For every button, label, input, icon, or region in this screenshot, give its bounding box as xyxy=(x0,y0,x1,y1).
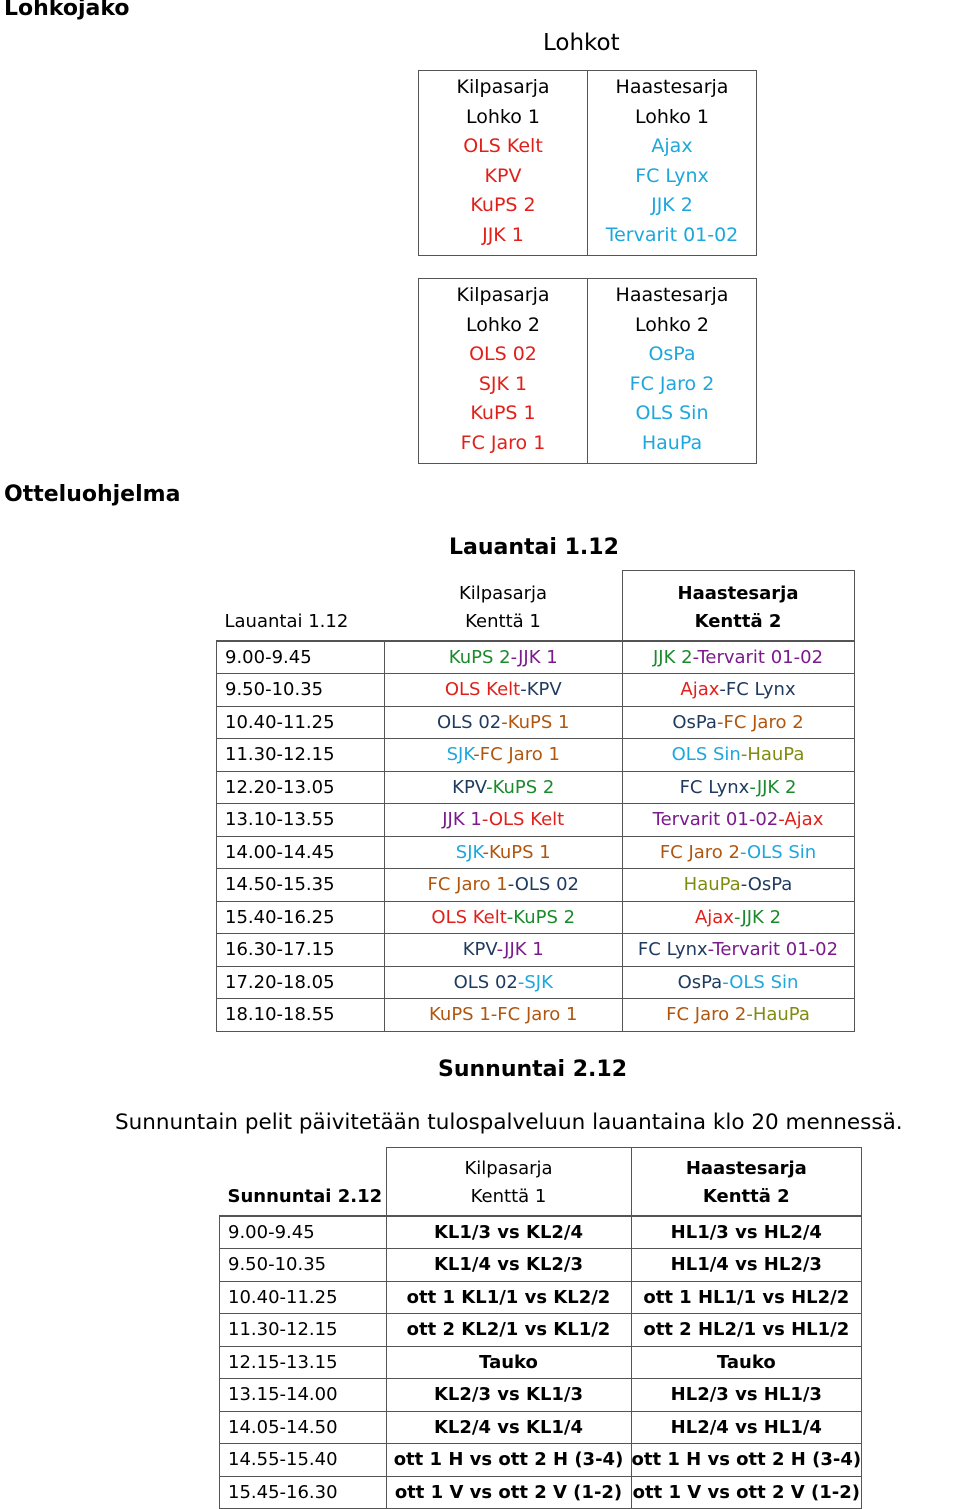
lohko1-haa-header1: Haastesarja xyxy=(615,76,729,98)
team-name: HauPa xyxy=(683,874,741,896)
team-name: Tervarit 01-02 xyxy=(697,646,824,668)
field2-game xyxy=(622,641,854,674)
team-name: FC Jaro 1 xyxy=(427,874,508,896)
sunday-field1-header xyxy=(386,1148,631,1216)
otteluohjelma-heading: Otteluohjelma xyxy=(4,482,181,507)
vs-dash: - xyxy=(473,744,480,766)
time-cell: 14.00-14.45 xyxy=(217,836,385,869)
team-name: KPV xyxy=(526,679,562,701)
time-cell: 13.15-14.00 xyxy=(220,1379,387,1412)
field2-game xyxy=(622,901,854,934)
field1-game xyxy=(385,869,623,902)
team-name: FC Lynx xyxy=(679,776,750,798)
vs-dash: - xyxy=(722,971,730,993)
saturday-field1-header-line1: Kilpasarja xyxy=(458,582,548,604)
team-name: Ajax xyxy=(784,809,824,831)
field1-game: KL2/4 vs KL1/4 xyxy=(386,1411,631,1444)
field2-game: ott 2 HL2/1 vs HL1/2 xyxy=(631,1314,862,1347)
field1-game xyxy=(385,641,623,674)
team-name: OLS 02 xyxy=(453,971,518,993)
field1-game xyxy=(385,999,623,1032)
field2-game xyxy=(622,999,854,1032)
team-name: KuPS 1 xyxy=(429,1004,491,1026)
lohko2-haa-team: OsPa xyxy=(648,343,696,366)
time-cell: 17.20-18.05 xyxy=(217,966,385,999)
field1-game: KL2/3 vs KL1/3 xyxy=(386,1379,631,1412)
sunday-row xyxy=(220,1249,862,1282)
time-cell: 12.20-13.05 xyxy=(217,771,385,804)
saturday-heading: Lauantai 1.12 xyxy=(449,535,619,560)
vs-dash: - xyxy=(507,874,515,896)
lohko2-kil-team: SJK 1 xyxy=(478,372,528,395)
vs-dash: - xyxy=(510,646,519,668)
time-cell: 18.10-18.55 xyxy=(217,999,385,1032)
sunday-row xyxy=(220,1379,862,1412)
time-cell: 15.40-16.25 xyxy=(217,901,385,934)
field2-game xyxy=(622,804,854,837)
team-name: OLS Sin xyxy=(747,841,817,863)
field1-game xyxy=(385,901,623,934)
lohko2-haa-header1: Haastesarja xyxy=(615,284,729,306)
field2-game xyxy=(622,674,854,707)
sunday-row xyxy=(220,1444,862,1477)
team-name: Ajax xyxy=(680,679,720,701)
lohko1-kil-team: KuPS 2 xyxy=(470,194,536,217)
team-name: OLS Sin xyxy=(671,744,741,766)
team-name: OLS 02 xyxy=(514,874,579,896)
lohko2-kil-team: FC Jaro 1 xyxy=(460,431,546,454)
field1-game: KL1/4 vs KL2/3 xyxy=(386,1249,631,1282)
field1-game: Tauko xyxy=(386,1346,631,1379)
saturday-row xyxy=(217,674,855,707)
vs-dash: - xyxy=(740,874,748,896)
field1-game xyxy=(385,771,623,804)
time-cell: 14.55-15.40 xyxy=(220,1444,387,1477)
team-name: KPV xyxy=(462,939,497,961)
team-name: FC Jaro 2 xyxy=(723,711,804,733)
lohko1-table xyxy=(418,70,757,256)
field1-game: ott 2 KL2/1 vs KL1/2 xyxy=(386,1314,631,1347)
vs-dash: - xyxy=(501,711,508,733)
lohko1-kil-team: KPV xyxy=(484,164,522,187)
team-name: Tervarit 01-02 xyxy=(652,809,779,831)
vs-dash: - xyxy=(486,776,493,798)
time-cell: 12.15-13.15 xyxy=(220,1346,387,1379)
team-name: SJK xyxy=(446,744,474,766)
vs-dash: - xyxy=(506,906,514,928)
time-cell: 15.45-16.30 xyxy=(220,1476,387,1509)
team-name: Ajax xyxy=(694,906,734,928)
team-name: JJK 1 xyxy=(504,939,544,961)
sunday-field2-header-line2: Kenttä 2 xyxy=(702,1185,790,1207)
team-name: Tervarit 01-02 xyxy=(712,939,839,961)
sunday-row xyxy=(220,1411,862,1444)
time-cell: 11.30-12.15 xyxy=(220,1314,387,1347)
lohko2-haastesarja-cell xyxy=(588,279,757,464)
lohkot-heading: Lohkot xyxy=(543,30,620,56)
field1-game xyxy=(385,674,623,707)
lohko2-haa-team: HauPa xyxy=(641,431,703,454)
saturday-row xyxy=(217,836,855,869)
team-name: KuPS 1 xyxy=(507,711,570,733)
saturday-row xyxy=(217,706,855,739)
lohko1-haa-header2: Lohko 1 xyxy=(635,105,709,128)
saturday-field2-header-line1: Haastesarja xyxy=(677,582,799,604)
time-cell: 9.00-9.45 xyxy=(220,1216,387,1249)
lohko1-haastesarja-cell xyxy=(588,71,757,256)
field2-game xyxy=(622,836,854,869)
saturday-field2-header xyxy=(622,571,854,641)
team-name: FC Jaro 2 xyxy=(659,841,740,863)
team-name: HauPa xyxy=(747,744,805,766)
sunday-corner-label: Sunnuntai 2.12 xyxy=(220,1148,387,1216)
team-name: FC Jaro 1 xyxy=(497,1004,578,1026)
team-name: FC Lynx xyxy=(637,939,708,961)
team-name: FC Lynx xyxy=(725,679,796,701)
team-name: KuPS 2 xyxy=(492,776,555,798)
saturday-row xyxy=(217,771,855,804)
team-name: KuPS 1 xyxy=(488,841,551,863)
lohko1-kil-team: OLS Kelt xyxy=(463,135,543,158)
field1-game xyxy=(385,804,623,837)
field1-game xyxy=(385,706,623,739)
sunday-field1-header-line1: Kilpasarja xyxy=(464,1157,553,1179)
lohko1-haa-team: JJK 2 xyxy=(651,194,693,217)
saturday-row xyxy=(217,934,855,967)
field2-game xyxy=(622,739,854,772)
field1-game: ott 1 V vs ott 2 V (1-2) xyxy=(386,1476,631,1509)
lohko2-haa-header2: Lohko 2 xyxy=(635,313,709,336)
vs-dash: - xyxy=(719,679,726,701)
saturday-corner-label: Lauantai 1.12 xyxy=(217,571,385,641)
sunday-row xyxy=(220,1346,862,1379)
team-name: KPV xyxy=(452,776,487,798)
saturday-row xyxy=(217,999,855,1032)
vs-dash: - xyxy=(707,939,713,961)
saturday-row xyxy=(217,739,855,772)
time-cell: 14.05-14.50 xyxy=(220,1411,387,1444)
lohko2-kil-header2: Lohko 2 xyxy=(466,313,540,336)
field2-game: HL1/3 vs HL2/4 xyxy=(631,1216,862,1249)
lohko1-kil-header2: Lohko 1 xyxy=(466,105,540,128)
lohko1-kilpasarja-cell xyxy=(419,71,588,256)
lohko2-kil-team: OLS 02 xyxy=(469,343,537,366)
field2-game: ott 1 H vs ott 2 H (3-4) xyxy=(631,1444,862,1477)
team-name: OLS Sin xyxy=(729,971,799,993)
saturday-row xyxy=(217,869,855,902)
time-cell: 10.40-11.25 xyxy=(220,1281,387,1314)
team-name: OsPa xyxy=(677,971,723,993)
field2-game: ott 1 V vs ott 2 V (1-2) xyxy=(631,1476,862,1509)
field1-game: ott 1 H vs ott 2 H (3-4) xyxy=(386,1444,631,1477)
sunday-field2-header xyxy=(631,1148,862,1216)
field2-game xyxy=(622,934,854,967)
sunday-note: Sunnuntain pelit päivitetään tulospalveluun lauantaina klo 20 mennessä. xyxy=(115,1110,903,1135)
vs-dash: - xyxy=(490,1004,498,1026)
time-cell: 11.30-12.15 xyxy=(217,739,385,772)
sunday-heading: Sunnuntai 2.12 xyxy=(438,1057,627,1082)
field2-game xyxy=(622,771,854,804)
vs-dash: - xyxy=(481,809,489,831)
field2-game xyxy=(622,869,854,902)
field2-game: ott 1 HL1/1 vs HL2/2 xyxy=(631,1281,862,1314)
field2-game: Tauko xyxy=(631,1346,862,1379)
team-name: FC Jaro 2 xyxy=(666,1004,747,1026)
team-name: JJK 2 xyxy=(741,906,782,928)
lohko2-kil-header1: Kilpasarja xyxy=(456,284,550,306)
lohko2-kil-team: KuPS 1 xyxy=(470,402,536,425)
vs-dash: - xyxy=(740,841,747,863)
field1-game xyxy=(385,739,623,772)
time-cell: 9.00-9.45 xyxy=(217,641,385,674)
team-name: FC Jaro 1 xyxy=(479,744,560,766)
lohko1-haa-team: FC Lynx xyxy=(635,164,709,187)
team-name: JJK 2 xyxy=(652,646,693,668)
saturday-field1-header-line2: Kenttä 1 xyxy=(465,610,541,632)
team-name: OsPa xyxy=(747,874,793,896)
saturday-schedule-table xyxy=(216,570,855,1032)
sunday-row xyxy=(220,1281,862,1314)
vs-dash: - xyxy=(733,906,742,928)
time-cell: 10.40-11.25 xyxy=(217,706,385,739)
field2-game xyxy=(622,706,854,739)
field2-game: HL1/4 vs HL2/3 xyxy=(631,1249,862,1282)
lohko1-haa-team: Ajax xyxy=(651,135,693,158)
saturday-row xyxy=(217,804,855,837)
field1-game xyxy=(385,836,623,869)
time-cell: 9.50-10.35 xyxy=(220,1249,387,1282)
lohko2-haa-team: FC Jaro 2 xyxy=(629,372,715,395)
vs-dash: - xyxy=(716,711,724,733)
lohko2-kilpasarja-cell xyxy=(419,279,588,464)
lohko1-kil-team: JJK 1 xyxy=(482,223,524,246)
team-name: OLS Kelt xyxy=(488,809,565,831)
team-name: SJK xyxy=(455,841,483,863)
field1-game: KL1/3 vs KL2/4 xyxy=(386,1216,631,1249)
lohkojako-heading: Lohkojako xyxy=(4,0,130,21)
team-name: JJK 1 xyxy=(442,809,482,831)
vs-dash: - xyxy=(496,939,505,961)
sunday-schedule-table xyxy=(219,1147,862,1509)
vs-dash: - xyxy=(692,646,698,668)
vs-dash: - xyxy=(746,1004,753,1026)
field2-game xyxy=(622,966,854,999)
team-name: OLS Kelt xyxy=(431,906,507,928)
team-name: KuPS 2 xyxy=(513,906,576,928)
sunday-field1-header-line2: Kenttä 1 xyxy=(470,1185,547,1207)
time-cell: 9.50-10.35 xyxy=(217,674,385,707)
vs-dash: - xyxy=(778,809,785,831)
time-cell: 16.30-17.15 xyxy=(217,934,385,967)
saturday-row xyxy=(217,901,855,934)
team-name: OLS 02 xyxy=(436,711,502,733)
sunday-row xyxy=(220,1476,862,1509)
vs-dash: - xyxy=(517,971,525,993)
team-name: JJK 1 xyxy=(518,646,558,668)
team-name: KuPS 2 xyxy=(448,646,511,668)
lohko1-kil-header1: Kilpasarja xyxy=(456,76,550,98)
sunday-row xyxy=(220,1216,862,1249)
vs-dash: - xyxy=(520,679,527,701)
vs-dash: - xyxy=(482,841,489,863)
team-name: OsPa xyxy=(672,711,717,733)
sunday-field2-header-line1: Haastesarja xyxy=(685,1157,807,1179)
time-cell: 14.50-15.35 xyxy=(217,869,385,902)
team-name: HauPa xyxy=(752,1004,810,1026)
lohko2-haa-team: OLS Sin xyxy=(635,402,709,425)
lohko2-table xyxy=(418,278,757,464)
team-name: OLS Kelt xyxy=(444,679,521,701)
vs-dash: - xyxy=(749,776,757,798)
saturday-field2-header-line2: Kenttä 2 xyxy=(694,610,782,632)
lohko1-haa-team: Tervarit 01-02 xyxy=(605,223,739,246)
field1-game xyxy=(385,934,623,967)
field2-game: HL2/4 vs HL1/4 xyxy=(631,1411,862,1444)
field1-game xyxy=(385,966,623,999)
time-cell: 13.10-13.55 xyxy=(217,804,385,837)
saturday-row xyxy=(217,966,855,999)
field2-game: HL2/3 vs HL1/3 xyxy=(631,1379,862,1412)
team-name: JJK 2 xyxy=(756,776,797,798)
team-name: SJK xyxy=(524,971,553,993)
vs-dash: - xyxy=(740,744,748,766)
saturday-row xyxy=(217,641,855,674)
sunday-row xyxy=(220,1314,862,1347)
saturday-field1-header xyxy=(385,571,623,641)
field1-game: ott 1 KL1/1 vs KL2/2 xyxy=(386,1281,631,1314)
